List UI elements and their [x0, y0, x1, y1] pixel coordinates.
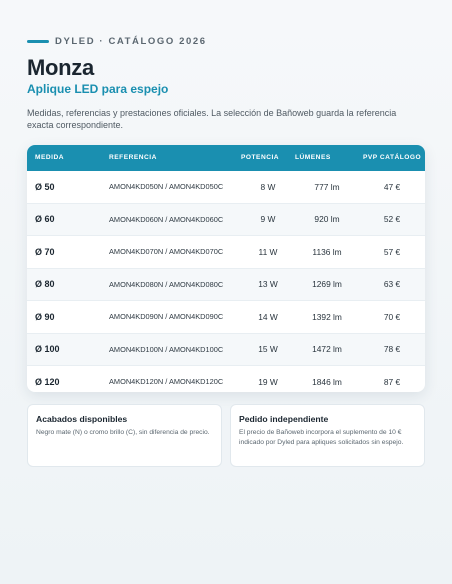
cell-potencia: 13 W: [241, 268, 295, 301]
accent-bar: [27, 40, 49, 43]
cell-referencia: AMON4KD100N / AMON4KD100C: [109, 333, 241, 366]
page-subtitle: Aplique LED para espejo: [27, 82, 169, 96]
header-pvp: PVP CATÁLOGO: [363, 154, 422, 162]
cell-lumenes: 1846 lm: [295, 366, 359, 393]
brand-label: DYLED · CATÁLOGO 2026: [55, 36, 207, 47]
cell-potencia: 11 W: [241, 236, 295, 269]
cell-medida: Ø 80: [27, 268, 109, 301]
cell-pvp: 57 €: [359, 236, 425, 269]
header-referencia: REFERENCIA: [109, 154, 157, 162]
table-row: [27, 366, 425, 393]
cell-referencia: AMON4KD080N / AMON4KD080C: [109, 268, 241, 301]
cell-medida: Ø 50: [35, 181, 55, 192]
cell-lumenes: 1136 lm: [295, 236, 359, 269]
cell-lumenes: 1269 lm: [295, 268, 359, 301]
cell-lumenes: 1392 lm: [295, 301, 359, 334]
table-row: [27, 236, 425, 269]
order-card-title: Pedido independiente: [239, 414, 329, 424]
cell-medida: Ø 60: [27, 203, 109, 236]
cell-potencia: 15 W: [241, 333, 295, 366]
cell-referencia: AMON4KD090N / AMON4KD090C: [109, 301, 241, 334]
cell-pvp: 78 €: [359, 333, 425, 366]
table-row: [27, 203, 425, 236]
cell-lumenes: 920 lm: [295, 203, 359, 236]
cell-medida: Ø 90: [27, 301, 109, 334]
header-medida: MEDIDA: [35, 154, 65, 162]
cell-medida: Ø 120: [27, 366, 109, 393]
header-lumenes: LÚMENES: [295, 154, 331, 162]
page-title: Monza: [27, 55, 94, 80]
finishes-card: [27, 404, 222, 467]
cell-referencia: AMON4KD050N / AMON4KD050C: [109, 182, 224, 192]
cell-pvp: 70 €: [359, 301, 425, 334]
finishes-card-text: Negro mate (N) o cromo brillo (C), sin diferencia de precio.: [36, 429, 210, 436]
cell-referencia: AMON4KD060N / AMON4KD060C: [109, 203, 241, 236]
cell-pvp: 52 €: [359, 203, 425, 236]
header-potencia: POTENCIA: [241, 154, 280, 162]
cell-referencia: AMON4KD070N / AMON4KD070C: [109, 236, 241, 269]
cell-medida: Ø 70: [27, 236, 109, 269]
specs-table-card: [27, 145, 425, 392]
finishes-card-title: Acabados disponibles: [36, 414, 128, 424]
cell-potencia: 19 W: [241, 366, 295, 393]
table-header-row: [27, 145, 425, 171]
table-row: [27, 268, 425, 301]
cell-pvp: 63 €: [359, 268, 425, 301]
cell-pvp: 87 €: [359, 366, 425, 393]
cell-lumenes: 1472 lm: [295, 333, 359, 366]
cell-potencia: 14 W: [241, 301, 295, 334]
page-description: Medidas, referencias y prestaciones oficiales. La selección de Bañoweb guarda la referencia exacta correspondiente.: [27, 108, 397, 130]
cell-potencia: 8 W: [260, 181, 276, 192]
brand-row: [27, 36, 207, 47]
order-card: [230, 404, 425, 467]
cell-referencia: AMON4KD120N / AMON4KD120C: [109, 366, 241, 393]
table-row: [27, 171, 425, 203]
cell-pvp: 47 €: [383, 181, 401, 192]
cell-lumenes: 777 lm: [314, 181, 340, 192]
cell-potencia: 9 W: [241, 203, 295, 236]
specs-table: [27, 145, 425, 392]
order-card-text: El precio de Bañoweb incorpora el suplemento de 10 € indicado por Dyled para apliques solicitados sin espejo.: [239, 429, 404, 446]
cell-medida: Ø 100: [27, 333, 109, 366]
table-row: [27, 333, 425, 366]
table-row: [27, 301, 425, 334]
